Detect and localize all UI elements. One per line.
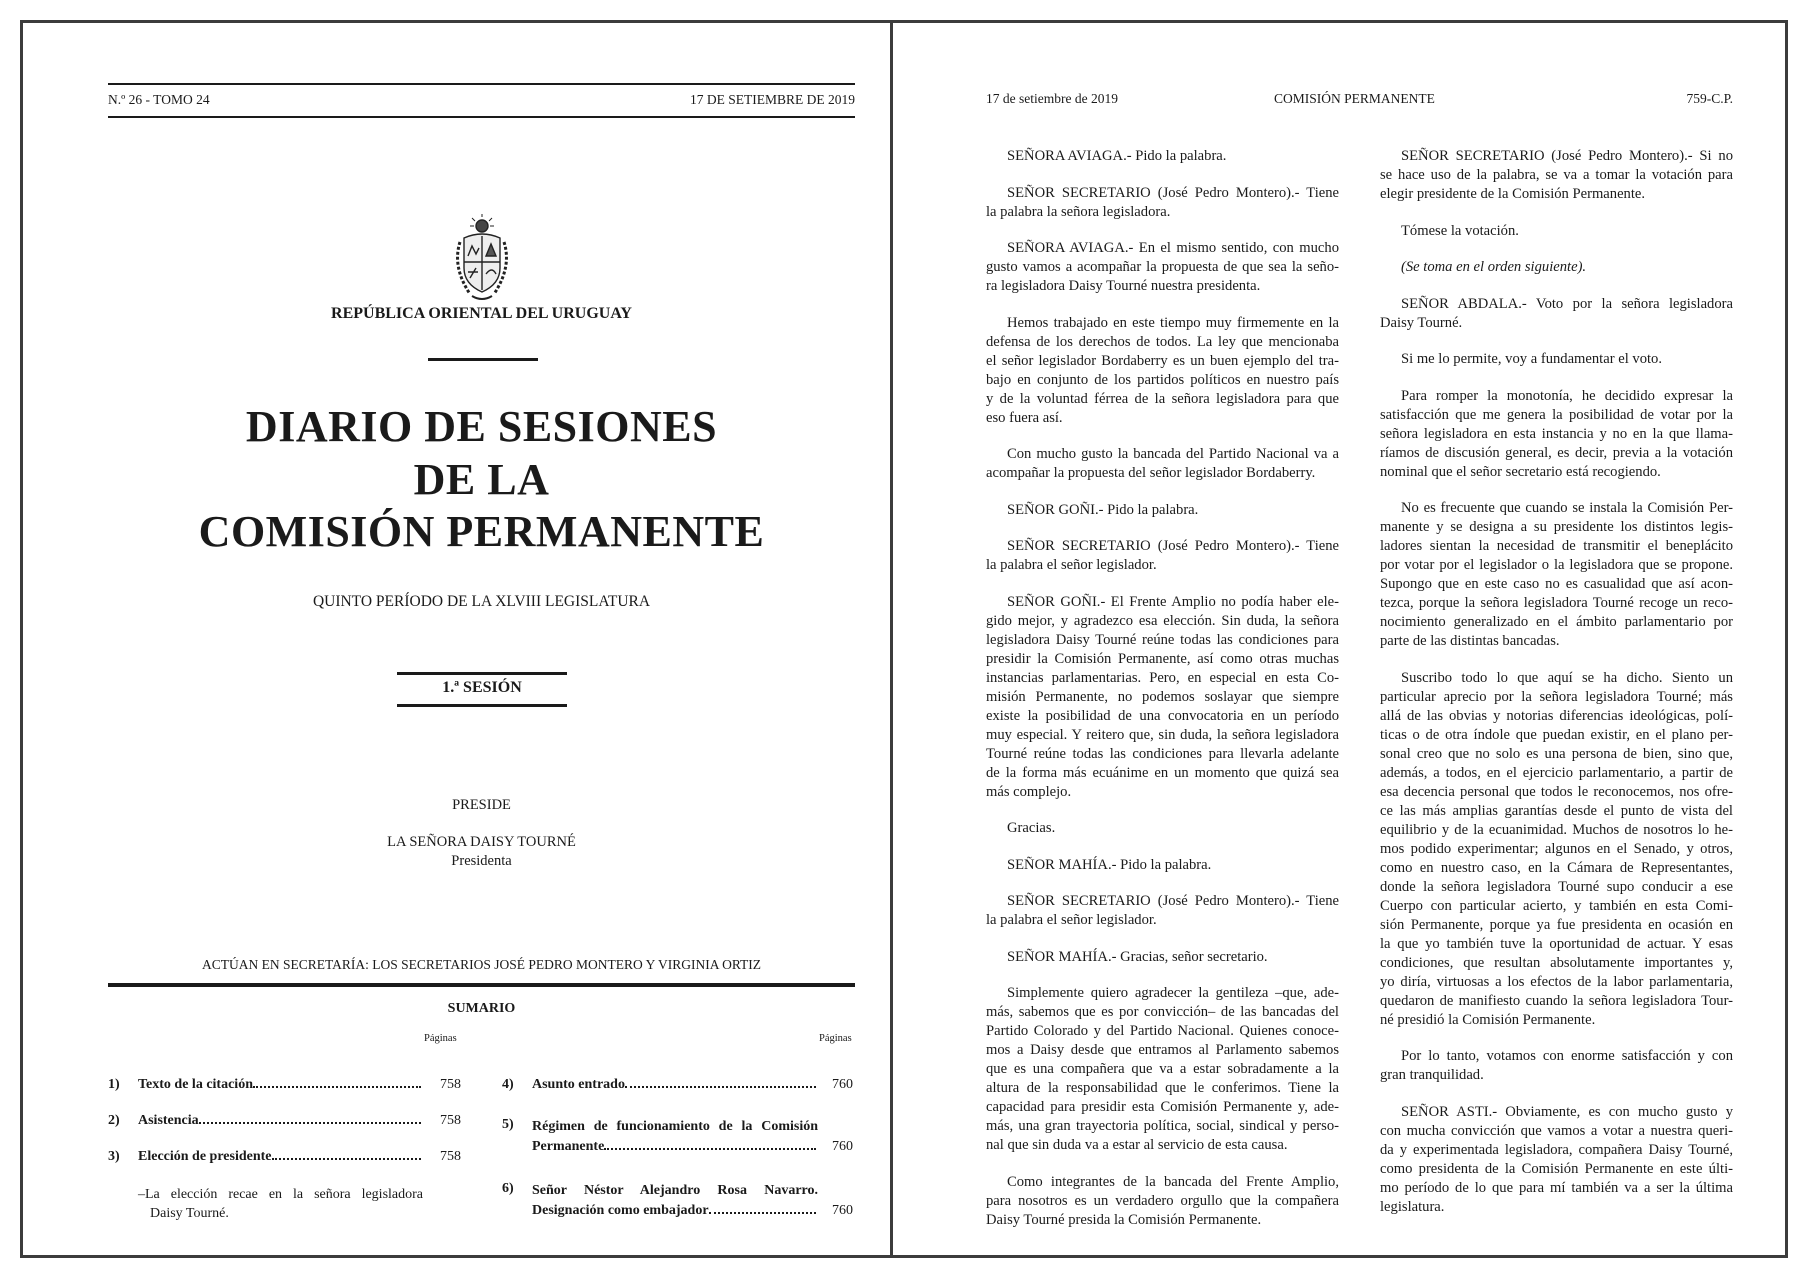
paragraph (1380, 350, 1733, 369)
text-line: ladores sientan la necesidad de transmitir el beneplácito (1380, 538, 1733, 554)
text-line: SEÑOR ABDALA.- Voto por la señora legisladora (1401, 295, 1733, 312)
president-role: Presidenta (451, 853, 512, 869)
text-line: Suscribo todo lo que aquí se ha dicho. Siento un (1401, 669, 1733, 686)
text-line: gido mejor, y agradezco esa elección. Sin duda, la señora (986, 612, 1339, 629)
secretaries-line: ACTÚAN EN SECRETARÍA: LOS SECRETARIOS JOSÉ PEDRO MONTERO Y VIRGINIA ORTIZ (201, 957, 762, 972)
text-line: acompañar la propuesta del señor legislador Bordaberry. (986, 465, 1316, 481)
text-column-right (1380, 147, 1733, 1234)
text-line: más complejo. (986, 783, 1072, 800)
text-line: da y experimentada legisladora, compañera Daisy Tourné, (1380, 1141, 1733, 1158)
text-line: yo diría, virtuosas a los efectos de la labor parlamentaria, (1380, 973, 1733, 990)
text-line: el señor legislador Bordaberry es un buen ejemplo del tra- (986, 352, 1339, 369)
text-line: mos a Daisy desde que entramos al Parlamento sabemos (986, 1042, 1339, 1058)
text-line: presidir la Comisión Permanente, así como otras muchas (986, 650, 1339, 667)
text-line: legislatura. (1380, 1198, 1445, 1215)
paragraph (1380, 387, 1733, 482)
text-line: se hace uso de la palabra, se va a tomar la votación para (1380, 167, 1733, 183)
paragraph (1380, 1103, 1733, 1217)
text-line: SEÑOR SECRETARIO (José Pedro Montero).- Tiene (1007, 538, 1339, 554)
text-line: (Se toma en el orden siguiente). (1401, 259, 1587, 275)
text-line: Hemos trabajado en este tiempo muy firmemente en la (1007, 314, 1339, 331)
sumario-item-label: Texto de la citación (138, 1077, 253, 1092)
sumario-item-label: Asistencia (138, 1113, 199, 1128)
issue-number: N.º 26 - TOMO 24 (108, 92, 210, 107)
paragraph (986, 892, 1339, 930)
text-line: altura de la responsabilidad que le conferimos. Tiene la (986, 1080, 1339, 1096)
text-line: nocimiento generalizado en el ámbito parlamentario por (1380, 614, 1733, 630)
dot-leader (253, 1086, 421, 1088)
paragraph (986, 314, 1339, 428)
pages-label-right: Páginas (819, 1033, 852, 1044)
text-line: quedaron de manifiesto cuando la señora legisladora Tour- (1380, 992, 1733, 1009)
text-line: capacidad para presidir esta Comisión Permanente y, ade- (986, 1099, 1339, 1115)
sumario-item-page: 760 (832, 1203, 853, 1218)
text-line: Gracias. (1007, 820, 1056, 836)
text-line: para nosotros es un verdadero orgullo que la compañera (986, 1192, 1339, 1209)
text-line: elegir presidente de la Comisión Permanente. (1380, 186, 1646, 202)
text-line: Simplemente quiero agradecer la gentileza –que, ade- (1007, 985, 1339, 1001)
text-line: muy especial. Y reitero que, sin duda, la señora legisladora (986, 726, 1339, 743)
text-line: mo período de lo que para mí también va a ser la última (1380, 1179, 1733, 1196)
text-line: Para romper la monotonía, he decidido expresar la (1401, 387, 1733, 404)
text-line: más, sabemos que es por convicción– de las bancadas del (986, 1004, 1339, 1020)
text-line: manente y se designa a su presidente los distintos legis- (1380, 519, 1733, 535)
dot-leader (199, 1122, 421, 1124)
sumario-item-page: 760 (832, 1139, 853, 1154)
text-line: que es una compañera que va a estar sobradamente a la (986, 1061, 1339, 1077)
text-line: No es frecuente que cuando se instala la Comisión Per- (1401, 500, 1733, 516)
paragraph (986, 445, 1339, 483)
sumario-item-label: Elección de presidente (138, 1149, 272, 1164)
paragraph (1380, 258, 1733, 277)
text-line: y de la voluntad férrea de la señora legisladora para que (986, 390, 1339, 407)
text-line: Tómese la votación. (1401, 222, 1519, 239)
text-line: SEÑOR GOÑI.- Pido la palabra. (1007, 501, 1199, 518)
text-line: por votar por el legislador o la legisladora que se propone. (1380, 557, 1733, 573)
sumario-title: SUMARIO (447, 1001, 516, 1016)
text-line: SEÑOR SECRETARIO (José Pedro Montero).- Tiene (1007, 893, 1339, 909)
sumario-item-label: Designación como embajador (532, 1203, 709, 1218)
paragraph (1380, 295, 1733, 333)
text-line: sonal creo que no solo es una persona de bien, sino que, (1380, 745, 1733, 762)
text-line: Partido Colorado y del Partido Nacional. Quienes conoce- (986, 1023, 1339, 1039)
text-line: más, una gran trayectoria política, social, sindical y perso- (986, 1118, 1339, 1134)
text-line: ra legisladora Daisy Tourné nuestra presidenta. (986, 278, 1261, 294)
text-line: bajo en conjunto de los partidos políticos en nuestro país (986, 371, 1339, 388)
dot-leader (272, 1158, 421, 1160)
text-line: condiciones, que resultan absolutamente importantes y, (1380, 954, 1733, 971)
text-column-left (986, 147, 1339, 1247)
page-divider (890, 20, 893, 1258)
text-line: eso fuera así. (986, 409, 1063, 426)
dot-leader (709, 1212, 816, 1214)
pages-label-left: Páginas (424, 1033, 457, 1044)
text-line: SEÑOR SECRETARIO (José Pedro Montero).- Tiene (1007, 184, 1339, 201)
paragraph (986, 948, 1339, 967)
text-line: Con mucho gusto la bancada del Partido Nacional va a (1007, 446, 1339, 462)
text-line: gusto vamos a acompañar la propuesta de que sea la seño- (986, 259, 1339, 275)
dot-leader (604, 1148, 816, 1150)
sumario-item-label: Permanente (532, 1139, 605, 1154)
dot-leader (625, 1086, 816, 1088)
text-line: Si me lo permite, voy a fundamentar el voto. (1401, 351, 1662, 367)
text-line: la que yo también tuve la oportunidad de actuar. Y esas (1380, 935, 1733, 952)
text-line: como en nuestro caso, en la Cámara de Representantes, (1380, 859, 1733, 876)
text-line: con mucha convicción que vamos a votar a nuestra queri- (1380, 1122, 1733, 1139)
secretaries-rule (108, 983, 855, 987)
sumario-item-number: 6) (502, 1181, 514, 1196)
text-line: Por lo tanto, votamos con enorme satisfacción y con (1401, 1048, 1733, 1064)
publication-title-line-2: DE LA (413, 455, 550, 504)
text-line: SEÑOR GOÑI.- El Frente Amplio no podía haber ele- (1007, 593, 1339, 610)
legislative-period: QUINTO PERÍODO DE LA XLVIII LEGISLATURA (312, 593, 651, 610)
running-header-date: 17 de setiembre de 2019 (986, 91, 1118, 106)
running-header-section: COMISIÓN PERMANENTE (1274, 91, 1435, 106)
sumario-item-label-line-2 (532, 1139, 818, 1155)
president-name: LA SEÑORA DAISY TOURNÉ (387, 834, 576, 850)
text-line: defensa de los derechos de todos. La ley que mencionaba (986, 333, 1339, 350)
preside-label: PRESIDE (452, 797, 511, 813)
text-line: sión Permanente, porque ya fue presidenta en ocasión en (1380, 916, 1733, 933)
sumario-item-1[interactable] (138, 1077, 423, 1093)
text-line: allá de las obvias y notorias diferencias ideológicas, polí- (1380, 707, 1733, 724)
sumario-item-label: Asunto entrado (532, 1077, 625, 1092)
sumario-item-4[interactable] (532, 1077, 818, 1093)
text-line: esa decencia personal que todos le reconocemos, nos ofre- (1380, 783, 1733, 800)
sumario-item-label: Régimen de funcionamiento de la Comisión (532, 1119, 818, 1134)
note-line: –La elección recae en la señora legisladora (138, 1187, 423, 1202)
issue-date: 17 DE SETIEMBRE DE 2019 (690, 92, 855, 107)
sumario-item-page: 758 (440, 1149, 461, 1164)
text-line: existe la posibilidad de una convocatoria en un período (986, 707, 1339, 724)
text-line: ticas o de otra índole que puedan existir, en el plano per- (1380, 726, 1733, 743)
sumario-item-2[interactable] (138, 1113, 423, 1129)
note-line: Daisy Tourné. (150, 1206, 229, 1221)
text-line: SEÑORA AVIAGA.- Pido la palabra. (1007, 148, 1227, 164)
sumario-item-number: 3) (108, 1149, 120, 1164)
sumario-item-label: Señor Néstor Alejandro Rosa Navarro. (532, 1183, 818, 1198)
sumario-item-5[interactable] (532, 1117, 818, 1155)
text-line: la palabra la señora legisladora. (986, 203, 1171, 220)
text-line: legisladora Daisy Tourné reúne todas las condiciones para (986, 631, 1339, 648)
paragraph (986, 1173, 1339, 1230)
sumario-item-number: 2) (108, 1113, 120, 1128)
text-line: instancias parlamentarias. Pero, en especial en esta Co- (986, 669, 1339, 686)
text-line: SEÑOR MAHÍA.- Pido la palabra. (1007, 856, 1212, 873)
text-line: Tourné reúne todas las condiciones para llevarla adelante (986, 745, 1339, 762)
paragraph (986, 856, 1339, 875)
text-line: nominal que el señor secretario está recogiendo. (1380, 463, 1661, 480)
publication-title-line-3: COMISIÓN PERMANENTE (198, 507, 765, 556)
text-line: equilibrio y de la ecuanimidad. Muchos de nosotros lo he- (1380, 821, 1733, 838)
text-line: nal que sin duda va a estar al servicio de esta causa. (986, 1137, 1288, 1153)
sumario-item-6[interactable] (532, 1181, 818, 1219)
text-line: donde la señora legisladora Tourné supo conducir a ese (1380, 878, 1733, 895)
session-rule-top (397, 672, 567, 675)
paragraph (1380, 1047, 1733, 1085)
sumario-item-number: 5) (502, 1117, 514, 1132)
coat-of-arms-icon (446, 212, 518, 302)
text-line: parte de las distintas bancadas. (1380, 633, 1560, 649)
text-line: né presidió la Comisión Permanente. (1380, 1011, 1596, 1028)
sumario-item-label-line-2 (532, 1203, 818, 1219)
text-line: SEÑORA AVIAGA.- En el mismo sentido, con mucho (1007, 240, 1339, 256)
paragraph (986, 501, 1339, 520)
paragraph (986, 147, 1339, 166)
sumario-item-3-note (138, 1185, 423, 1223)
text-line: tezca, porque la señora legisladora Tourné recoge un reco- (1380, 595, 1733, 611)
text-line: la palabra el señor legislador. (986, 557, 1157, 573)
text-line: como presidenta de la Comisión Permanente en este últi- (1380, 1160, 1733, 1177)
text-line: satisfacción que me genera la posibilidad de votar por la (1380, 406, 1733, 423)
text-line: de la forma más ecuánime en un momento que quizá sea (986, 764, 1339, 781)
text-line: la palabra el señor legislador. (986, 912, 1157, 928)
title-separator (428, 358, 538, 361)
running-header-page: 759-C.P. (1686, 91, 1733, 106)
sumario-item-page: 758 (440, 1077, 461, 1092)
text-line: ce las más amplias garantías desde el punto de vista del (1380, 802, 1733, 819)
text-line: gran tranquilidad. (1380, 1067, 1484, 1083)
paragraph (986, 593, 1339, 802)
header-rule-bottom (108, 116, 855, 118)
text-line: SEÑOR SECRETARIO (José Pedro Montero).- Si no (1401, 148, 1733, 164)
paragraph (1380, 147, 1733, 204)
paragraph (986, 984, 1339, 1155)
sumario-item-number: 4) (502, 1077, 514, 1092)
header-rule-top (108, 83, 855, 85)
text-line: mos podido experimentar; algunos en el Senado, y otros, (1380, 840, 1733, 857)
paragraph (986, 819, 1339, 838)
paragraph (986, 239, 1339, 296)
text-line: Como integrantes de la bancada del Frente Amplio, (1007, 1173, 1339, 1190)
sumario-item-page: 758 (440, 1113, 461, 1128)
text-line: SEÑOR MAHÍA.- Gracias, señor secretario. (1007, 948, 1268, 965)
sumario-item-number: 1) (108, 1077, 120, 1092)
text-line: ríamos de discusión general, es decir, previa a la votación (1380, 444, 1733, 461)
paragraph (986, 537, 1339, 575)
publication-title-line-1: DIARIO DE SESIONES (245, 402, 718, 451)
text-line: Daisy Tourné presida la Comisión Permanente. (986, 1211, 1262, 1228)
sumario-item-3[interactable] (138, 1149, 423, 1165)
session-number: 1.ª SESIÓN (442, 679, 522, 696)
text-line: misión Permanente, no podemos soslayar que siempre (986, 688, 1339, 705)
paragraph (1380, 499, 1733, 651)
text-line: Cuerpo con particular acierto, y también en esta Comi- (1380, 897, 1733, 914)
paragraph (986, 184, 1339, 222)
paragraph (1380, 222, 1733, 241)
text-line: Daisy Tourné. (1380, 314, 1463, 331)
session-rule-bottom (397, 704, 567, 707)
text-line: SEÑOR ASTI.- Obviamente, es con mucho gusto y (1401, 1103, 1733, 1120)
text-line: particular aprecio por la señora legisladora Tourné; más (1380, 688, 1733, 705)
country-name: REPÚBLICA ORIENTAL DEL URUGUAY (331, 305, 632, 322)
text-line: Supongo que en este caso no es casualidad que así acon- (1380, 576, 1733, 592)
text-line: además, a todos, en el ejercicio parlamentario, a partir de (1380, 764, 1733, 781)
paragraph (1380, 669, 1733, 1030)
text-line: señora legisladora en esta instancia y no en la que llama- (1380, 425, 1733, 442)
sumario-item-page: 760 (832, 1077, 853, 1092)
